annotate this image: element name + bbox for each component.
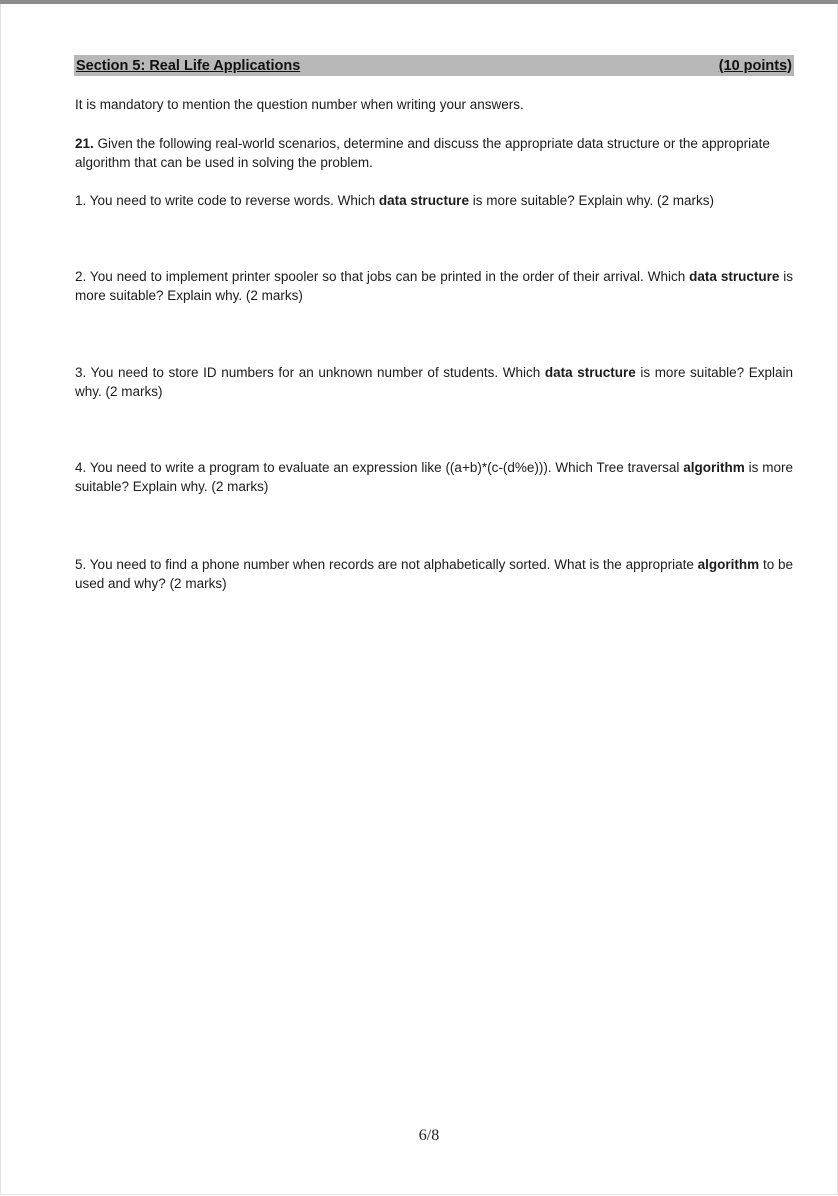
page-frame (0, 4, 838, 1195)
scenario-item-2 (75, 267, 793, 305)
scenario-text: to be used and why? (2 marks) (75, 557, 794, 591)
scenario-keyword: data structure (544, 365, 636, 380)
scenario-text: is more suitable? Explain why. (2 marks) (75, 269, 794, 303)
scenario-item-1 (75, 191, 793, 210)
scenario-item-3 (75, 363, 793, 401)
instruction-text: It is mandatory to mention the question number when writing your answers. (75, 97, 524, 112)
scenario-keyword: data structure (689, 269, 780, 284)
scenario-text: is more suitable? Explain why. (2 marks) (468, 193, 715, 208)
scenario-keyword: algorithm (697, 557, 760, 572)
question-21 (75, 134, 793, 172)
page-number: 6/8 (418, 1127, 440, 1144)
question-number: 21. (75, 136, 94, 151)
scenario-text: 4. You need to write a program to evaluate an expression like ((a+b)*(c-(d%e))). Which Tree traversal (75, 460, 684, 475)
scenario-item-4 (75, 458, 793, 496)
section-title: Section 5: Real Life Applications (76, 57, 301, 74)
scenario-text: 1. You need to write code to reverse words. Which (75, 193, 379, 208)
scenario-keyword: algorithm (683, 460, 745, 475)
scenario-text: 2. You need to implement printer spooler so that jobs can be printed in the order of their arrival. Which (75, 269, 690, 284)
scenario-text: 5. You need to find a phone number when records are not alphabetically sorted. What is the appropriate (75, 557, 698, 572)
question-text: Given the following real-world scenarios, determine and discuss the appropriate data structure or the appropriate algorithm that can be used in solving the problem. (75, 136, 770, 170)
scenario-text: 3. You need to store ID numbers for an unknown number of students. Which (75, 365, 545, 380)
scenario-text: is more suitable? Explain why. (2 marks) (75, 365, 793, 399)
scenario-keyword: data structure (378, 193, 469, 208)
scenario-item-5 (75, 555, 793, 593)
scenario-text: is more suitable? Explain why. (2 marks) (75, 460, 794, 494)
section-points: (10 points) (718, 57, 792, 74)
section-header-bar (74, 55, 794, 76)
